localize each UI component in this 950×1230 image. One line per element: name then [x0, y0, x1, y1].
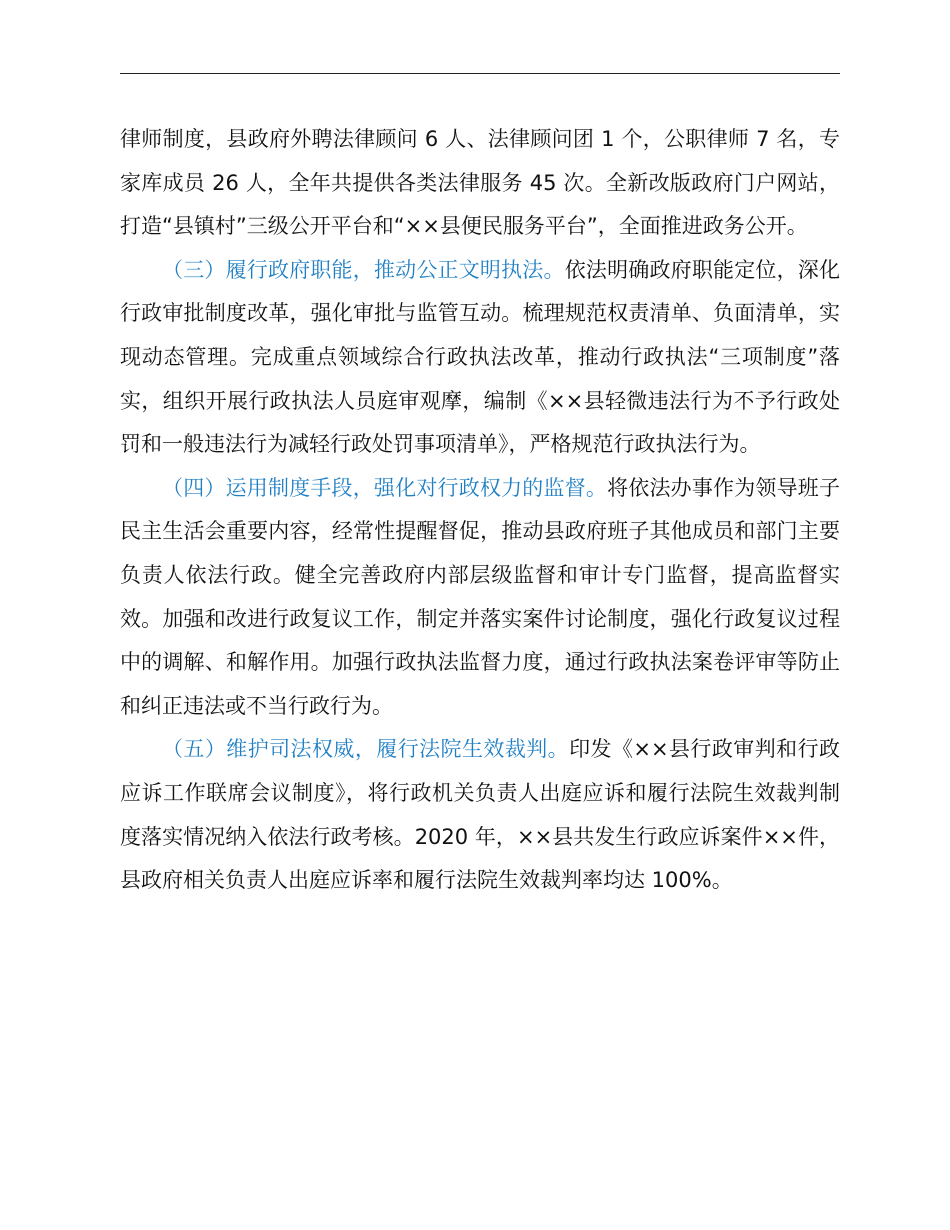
section-heading: （五）维护司法权威，履行法院生效裁判。 [162, 737, 570, 762]
paragraph-section-5 [120, 728, 840, 902]
paragraph-section-3 [120, 249, 840, 467]
paragraph-text: 依法明确政府职能定位，深化行政审批制度改革，强化审批与监管互动。梳理规范权责清单、负面清单，实现动态管理。完成重点领域综合行政执法改革，推动行政执法“三项制度”落实，组织开展行政执法人员庭审观摩，编制《××县轻微违法行为不予行政处罚和一般违法行为减轻行政处罚事项清单》，严格规范行政执法行为。 [120, 257, 841, 457]
paragraph-continuation [120, 118, 840, 249]
section-heading: （四）运用制度手段，强化对行政权力的监督。 [162, 475, 608, 500]
paragraph-text: 印发《××县行政审判和行政应诉工作联席会议制度》，将行政机关负责人出庭应诉和履行法院生效裁判制度落实情况纳入依法行政考核。2020 年，××县共发生行政应诉案件××件，县政府相关负责人出庭应诉率和履行法院生效裁判率均达 100%。 [120, 737, 840, 893]
section-heading: （三）履行政府职能，推动公正文明执法。 [162, 257, 565, 282]
paragraph-text: 将依法办事作为领导班子民主生活会重要内容，经常性提醒督促，推动县政府班子其他成员和部门主要负责人依法行政。健全完善政府内部层级监督和审计专门监督，提高监督实效。加强和改进行政复议工作，制定并落实案件讨论制度，强化行政复议过程中的调解、和解作用。加强行政执法监督力度，通过行政执法案卷评审等防止和纠正违法或不当行政行为。 [120, 475, 840, 718]
header-rule [120, 73, 840, 74]
document-body [120, 118, 840, 903]
paragraph-section-4 [120, 467, 840, 729]
paragraph-text: 律师制度，县政府外聘法律顾问 6 人、法律顾问团 1 个，公职律师 7 名，专家库成员 26 人，全年共提供各类法律服务 45 次。全新改版政府门户网站，打造“县镇村”三级公开平台和“××县便民服务平台”，全面推进政务公开。 [120, 127, 840, 239]
